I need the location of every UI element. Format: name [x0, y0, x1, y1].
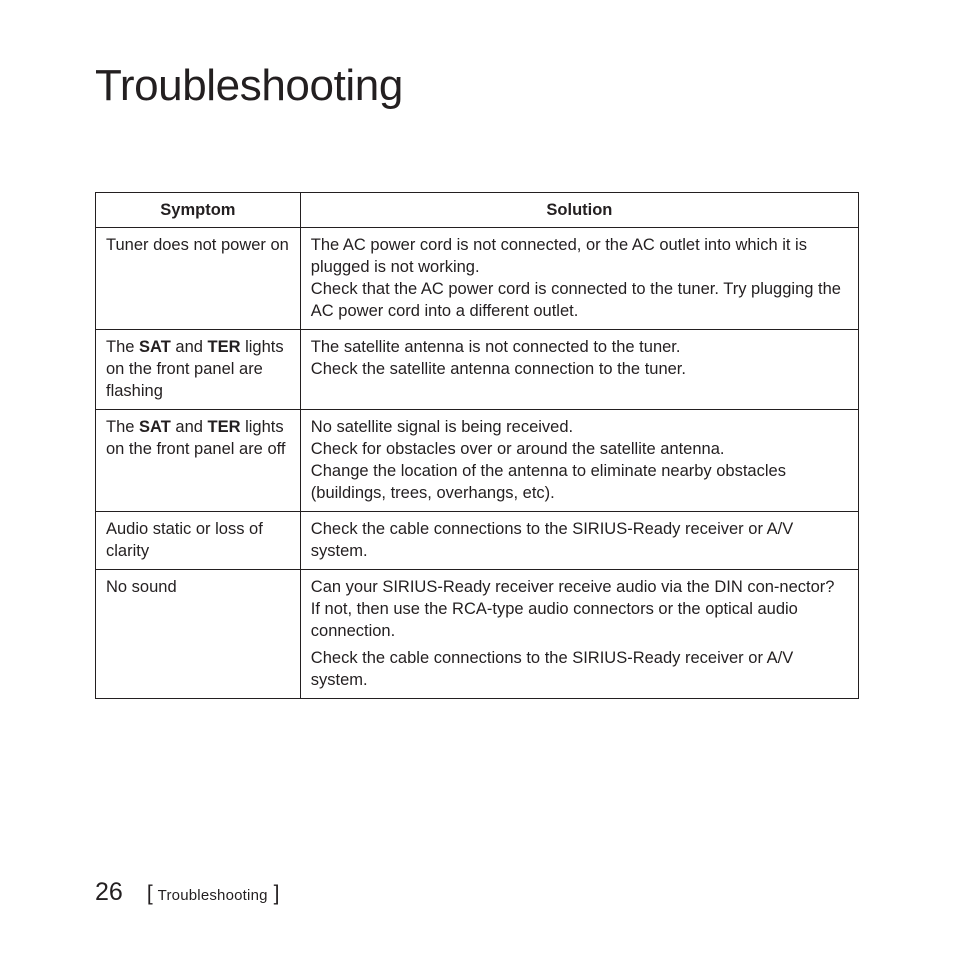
table-row	[96, 410, 859, 512]
solution-line: Can your SIRIUS-Ready receiver receive audio via the DIN con-nector? If not, then use the RCA-type audio connectors or the optical audio connection.	[310, 578, 835, 640]
symptom-text: and	[170, 338, 208, 356]
solution-line: Check the cable connections to the SIRIUS-Ready receiver or A/V system.	[310, 649, 794, 689]
solution-line: Check the satellite antenna connection to the tuner.	[310, 360, 686, 378]
solution-line: Change the location of the antenna to eliminate nearby obstacles (buildings, trees, overhangs, etc).	[310, 462, 786, 502]
solution-cell	[300, 330, 858, 410]
solution-line: Check the cable connections to the SIRIUS-Ready receiver or A/V system.	[310, 520, 794, 560]
symptom-text: and	[170, 418, 208, 436]
symptom-cell	[96, 228, 301, 330]
symptom-text: Audio static or loss of clarity	[106, 520, 263, 560]
solution-cell	[300, 228, 858, 330]
table-row	[96, 570, 859, 699]
symptom-text: Tuner does not power on	[106, 236, 289, 254]
troubleshooting-table	[95, 192, 859, 699]
solution-line: No satellite signal is being received.	[310, 418, 574, 436]
bracket-open: [	[146, 882, 153, 905]
page-title: Troubleshooting	[95, 61, 403, 110]
sat-light-label: SAT	[139, 338, 171, 356]
table-header-row	[96, 193, 859, 228]
solution-cell	[300, 512, 858, 570]
solution-line: Check that the AC power cord is connected to the tuner. Try plugging the AC power cord into a different outlet.	[310, 280, 841, 320]
ter-light-label: TER	[207, 418, 241, 436]
solution-line: Check for obstacles over or around the satellite antenna.	[310, 440, 725, 458]
solution-line: The satellite antenna is not connected to the tuner.	[310, 338, 681, 356]
symptom-cell	[96, 512, 301, 570]
symptom-cell	[96, 410, 301, 512]
table-row	[96, 512, 859, 570]
solution-cell	[300, 570, 858, 699]
symptom-text: lights on the front panel are flashing	[106, 338, 284, 400]
symptom-column-header: Symptom	[96, 193, 301, 228]
footer-section-name: Troubleshooting	[157, 887, 268, 904]
table-row	[96, 330, 859, 410]
bracket-close: ]	[273, 882, 280, 905]
solution-cell	[300, 410, 858, 512]
symptom-text: The	[106, 418, 140, 436]
solution-line: The AC power cord is not connected, or the AC outlet into which it is plugged is not working.	[310, 236, 807, 276]
symptom-cell	[96, 570, 301, 699]
table-row	[96, 228, 859, 330]
ter-light-label: TER	[207, 338, 241, 356]
page-number: 26	[95, 878, 123, 906]
sat-light-label: SAT	[139, 418, 171, 436]
page-footer	[95, 878, 280, 907]
symptom-text: The	[106, 338, 140, 356]
symptom-cell	[96, 330, 301, 410]
solution-column-header: Solution	[300, 193, 858, 228]
symptom-text: lights on the front panel are off	[106, 418, 286, 458]
symptom-text: No sound	[106, 578, 177, 596]
